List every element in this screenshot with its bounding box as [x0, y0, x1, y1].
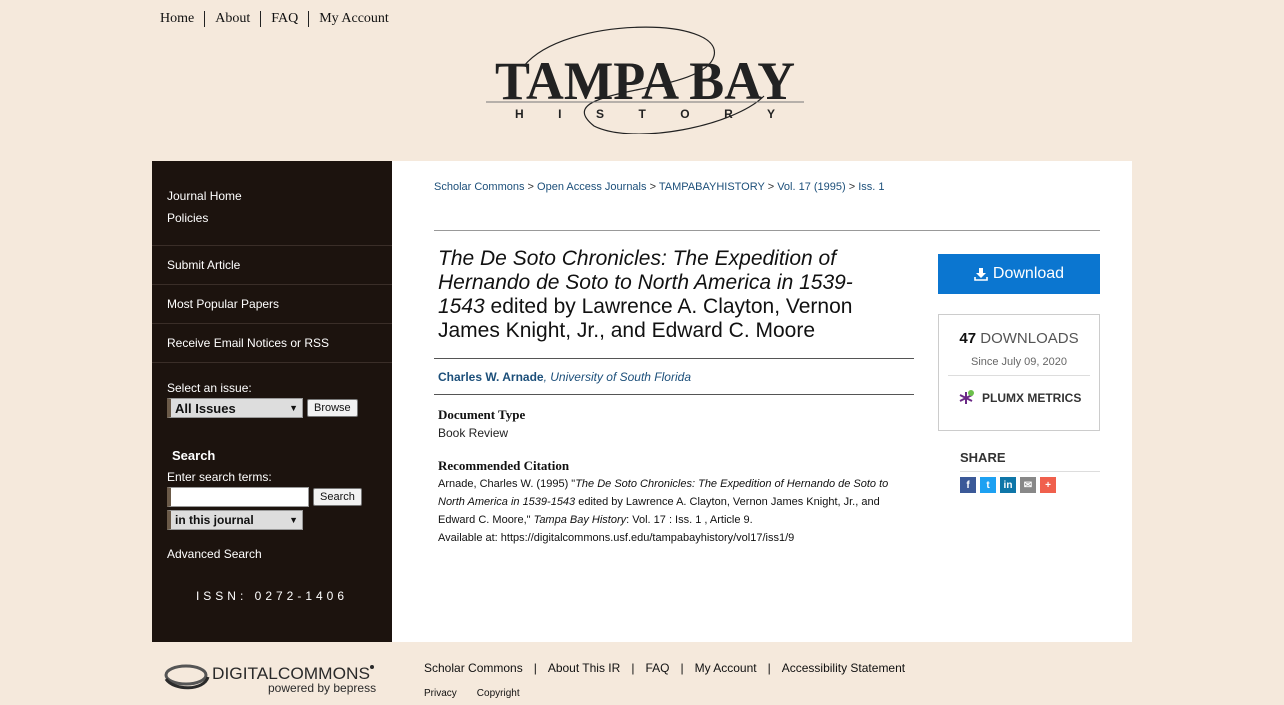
top-nav — [152, 11, 399, 27]
citation-text — [438, 475, 898, 547]
sidebar-item-email-notices[interactable]: Receive Email Notices or RSS — [152, 324, 392, 363]
divider — [960, 471, 1100, 472]
issn-label: ISSN: 0272-1406 — [195, 589, 349, 603]
author-line — [438, 370, 691, 384]
footer-link-faq[interactable]: FAQ — [645, 661, 670, 675]
footer-link-copyright[interactable]: Copyright — [476, 688, 520, 699]
citation-heading: Recommended Citation — [438, 458, 570, 473]
article-title-rest: edited by Lawrence A. Clayton, Vernon James Knight, Jr., and Edward C. Moore — [438, 295, 853, 342]
download-count — [939, 315, 1099, 347]
nav-home-link[interactable]: Home — [160, 11, 195, 26]
svg-text:TAMPA BAY: TAMPA BAY — [495, 51, 795, 111]
footer-separator: | — [767, 661, 771, 675]
email-icon[interactable]: ✉ — [1020, 477, 1036, 493]
sidebar-item-journal-home[interactable]: Journal Home — [167, 189, 242, 203]
search-button[interactable]: Search — [313, 488, 362, 506]
more-share-icon[interactable]: + — [1040, 477, 1056, 493]
download-count-number: 47 — [959, 330, 977, 347]
sidebar — [152, 161, 392, 642]
citation-prefix: Arnade, Charles W. (1995) " — [438, 478, 576, 490]
browse-button[interactable]: Browse — [307, 399, 358, 417]
twitter-icon[interactable]: t — [980, 477, 996, 493]
footer-link-about[interactable]: About This IR — [547, 661, 621, 675]
article-title — [438, 247, 878, 343]
breadcrumb — [434, 181, 885, 193]
citation-mid: edited by Lawrence A. Clayton, Vernon James Knight, Jr., and Edward C. Moore," — [438, 496, 880, 526]
sidebar-item-policies[interactable]: Policies — [167, 211, 209, 225]
author-link[interactable] — [438, 370, 691, 384]
divider — [434, 358, 914, 359]
facebook-icon[interactable]: f — [960, 477, 976, 493]
download-since: Since July 09, 2020 — [970, 356, 1067, 368]
nav-my-account-link[interactable]: My Account — [308, 11, 399, 27]
issue-select-value: All Issues — [175, 400, 236, 416]
breadcrumb-volume[interactable]: Vol. 17 (1995) — [777, 181, 846, 193]
download-button[interactable] — [938, 254, 1100, 294]
sidebar-item-submit-article[interactable]: Submit Article — [152, 246, 392, 285]
digital-commons-logo[interactable] — [164, 661, 376, 695]
share-heading: SHARE — [960, 450, 1006, 465]
issue-select[interactable] — [167, 398, 303, 418]
main-content — [392, 161, 1132, 642]
share-icons — [960, 477, 1100, 493]
citation-suffix: : Vol. 17 : Iss. 1 , Article 9. — [626, 514, 753, 526]
tampa-bay-history-logo — [484, 26, 806, 134]
author-affiliation: , University of South Florida — [543, 370, 691, 384]
article-title-italic: The De Soto Chronicles: The Expedition of Hernando de Soto to North America in 1539-1543 — [438, 247, 853, 318]
plumx-icon — [957, 389, 975, 407]
footer-link-accessibility[interactable]: Accessibility Statement — [781, 661, 906, 675]
search-terms-label: Enter search terms: — [167, 470, 272, 484]
sidebar-item-most-popular[interactable]: Most Popular Papers — [152, 285, 392, 324]
download-metrics — [938, 314, 1100, 431]
footer-link-my-account[interactable]: My Account — [694, 661, 757, 675]
nav-about-link[interactable]: About — [204, 11, 260, 27]
citation-title: The De Soto Chronicles: The Expedition of Hernando de Soto to North America in 1539-1543 — [438, 478, 889, 508]
breadcrumb-open-access[interactable]: Open Access Journals — [537, 181, 647, 193]
plumx-metrics-link[interactable] — [939, 376, 1099, 407]
citation-available: Available at: https://digitalcommons.usf.edu/tampabayhistory/vol17/iss1/9 — [438, 532, 795, 544]
breadcrumb-separator: > — [767, 181, 775, 193]
nav-faq-link[interactable]: FAQ — [260, 11, 308, 27]
breadcrumb-separator: > — [848, 181, 856, 193]
select-issue-form — [152, 363, 392, 418]
linkedin-icon[interactable]: in — [1000, 477, 1016, 493]
breadcrumb-separator: > — [649, 181, 656, 193]
digital-commons-logo-graphic — [164, 661, 376, 695]
footer-separator: | — [533, 661, 537, 675]
chevron-down-icon: ▼ — [289, 515, 298, 525]
svg-text:H I S T O R Y: H I S T O R Y — [515, 107, 775, 121]
search-input[interactable] — [167, 487, 309, 507]
search-scope-value: in this journal — [175, 513, 254, 527]
download-icon — [974, 267, 988, 281]
divider — [434, 230, 1100, 231]
breadcrumb-separator: > — [527, 181, 534, 193]
sidebar-journal-links — [152, 161, 392, 246]
author-name: Charles W. Arnade — [438, 370, 544, 384]
document-type-value: Book Review — [438, 426, 509, 440]
footer-link-scholar-commons[interactable]: Scholar Commons — [424, 661, 523, 675]
search-heading: Search — [172, 448, 216, 463]
advanced-search-link[interactable]: Advanced Search — [167, 547, 262, 561]
footer-separator: | — [631, 661, 635, 675]
plumx-label: PLUMX METRICS — [982, 391, 1082, 405]
divider — [434, 394, 914, 395]
document-type-heading: Document Type — [438, 407, 526, 422]
download-count-label: DOWNLOADS — [976, 330, 1079, 347]
search-scope-select[interactable] — [167, 510, 303, 530]
breadcrumb-scholar-commons[interactable]: Scholar Commons — [434, 181, 525, 193]
journal-logo[interactable] — [484, 26, 806, 134]
search-form — [152, 463, 392, 530]
chevron-down-icon: ▼ — [289, 403, 298, 413]
footer-logo-sub: powered by bepress — [268, 681, 376, 695]
citation-journal: Tampa Bay History — [533, 514, 627, 526]
breadcrumb-issue[interactable]: Iss. 1 — [858, 181, 885, 193]
footer-separator: | — [680, 661, 684, 675]
footer-logo-text: DIGITALCOMMONS — [212, 664, 370, 683]
footer-link-privacy[interactable]: Privacy — [424, 688, 457, 699]
footer-sub-links — [424, 688, 540, 699]
download-label: Download — [992, 265, 1065, 282]
footer-links — [424, 661, 905, 675]
share-box — [960, 450, 1100, 493]
select-issue-label: Select an issue: — [167, 381, 252, 395]
breadcrumb-journal[interactable]: TAMPABAYHISTORY — [658, 181, 765, 193]
